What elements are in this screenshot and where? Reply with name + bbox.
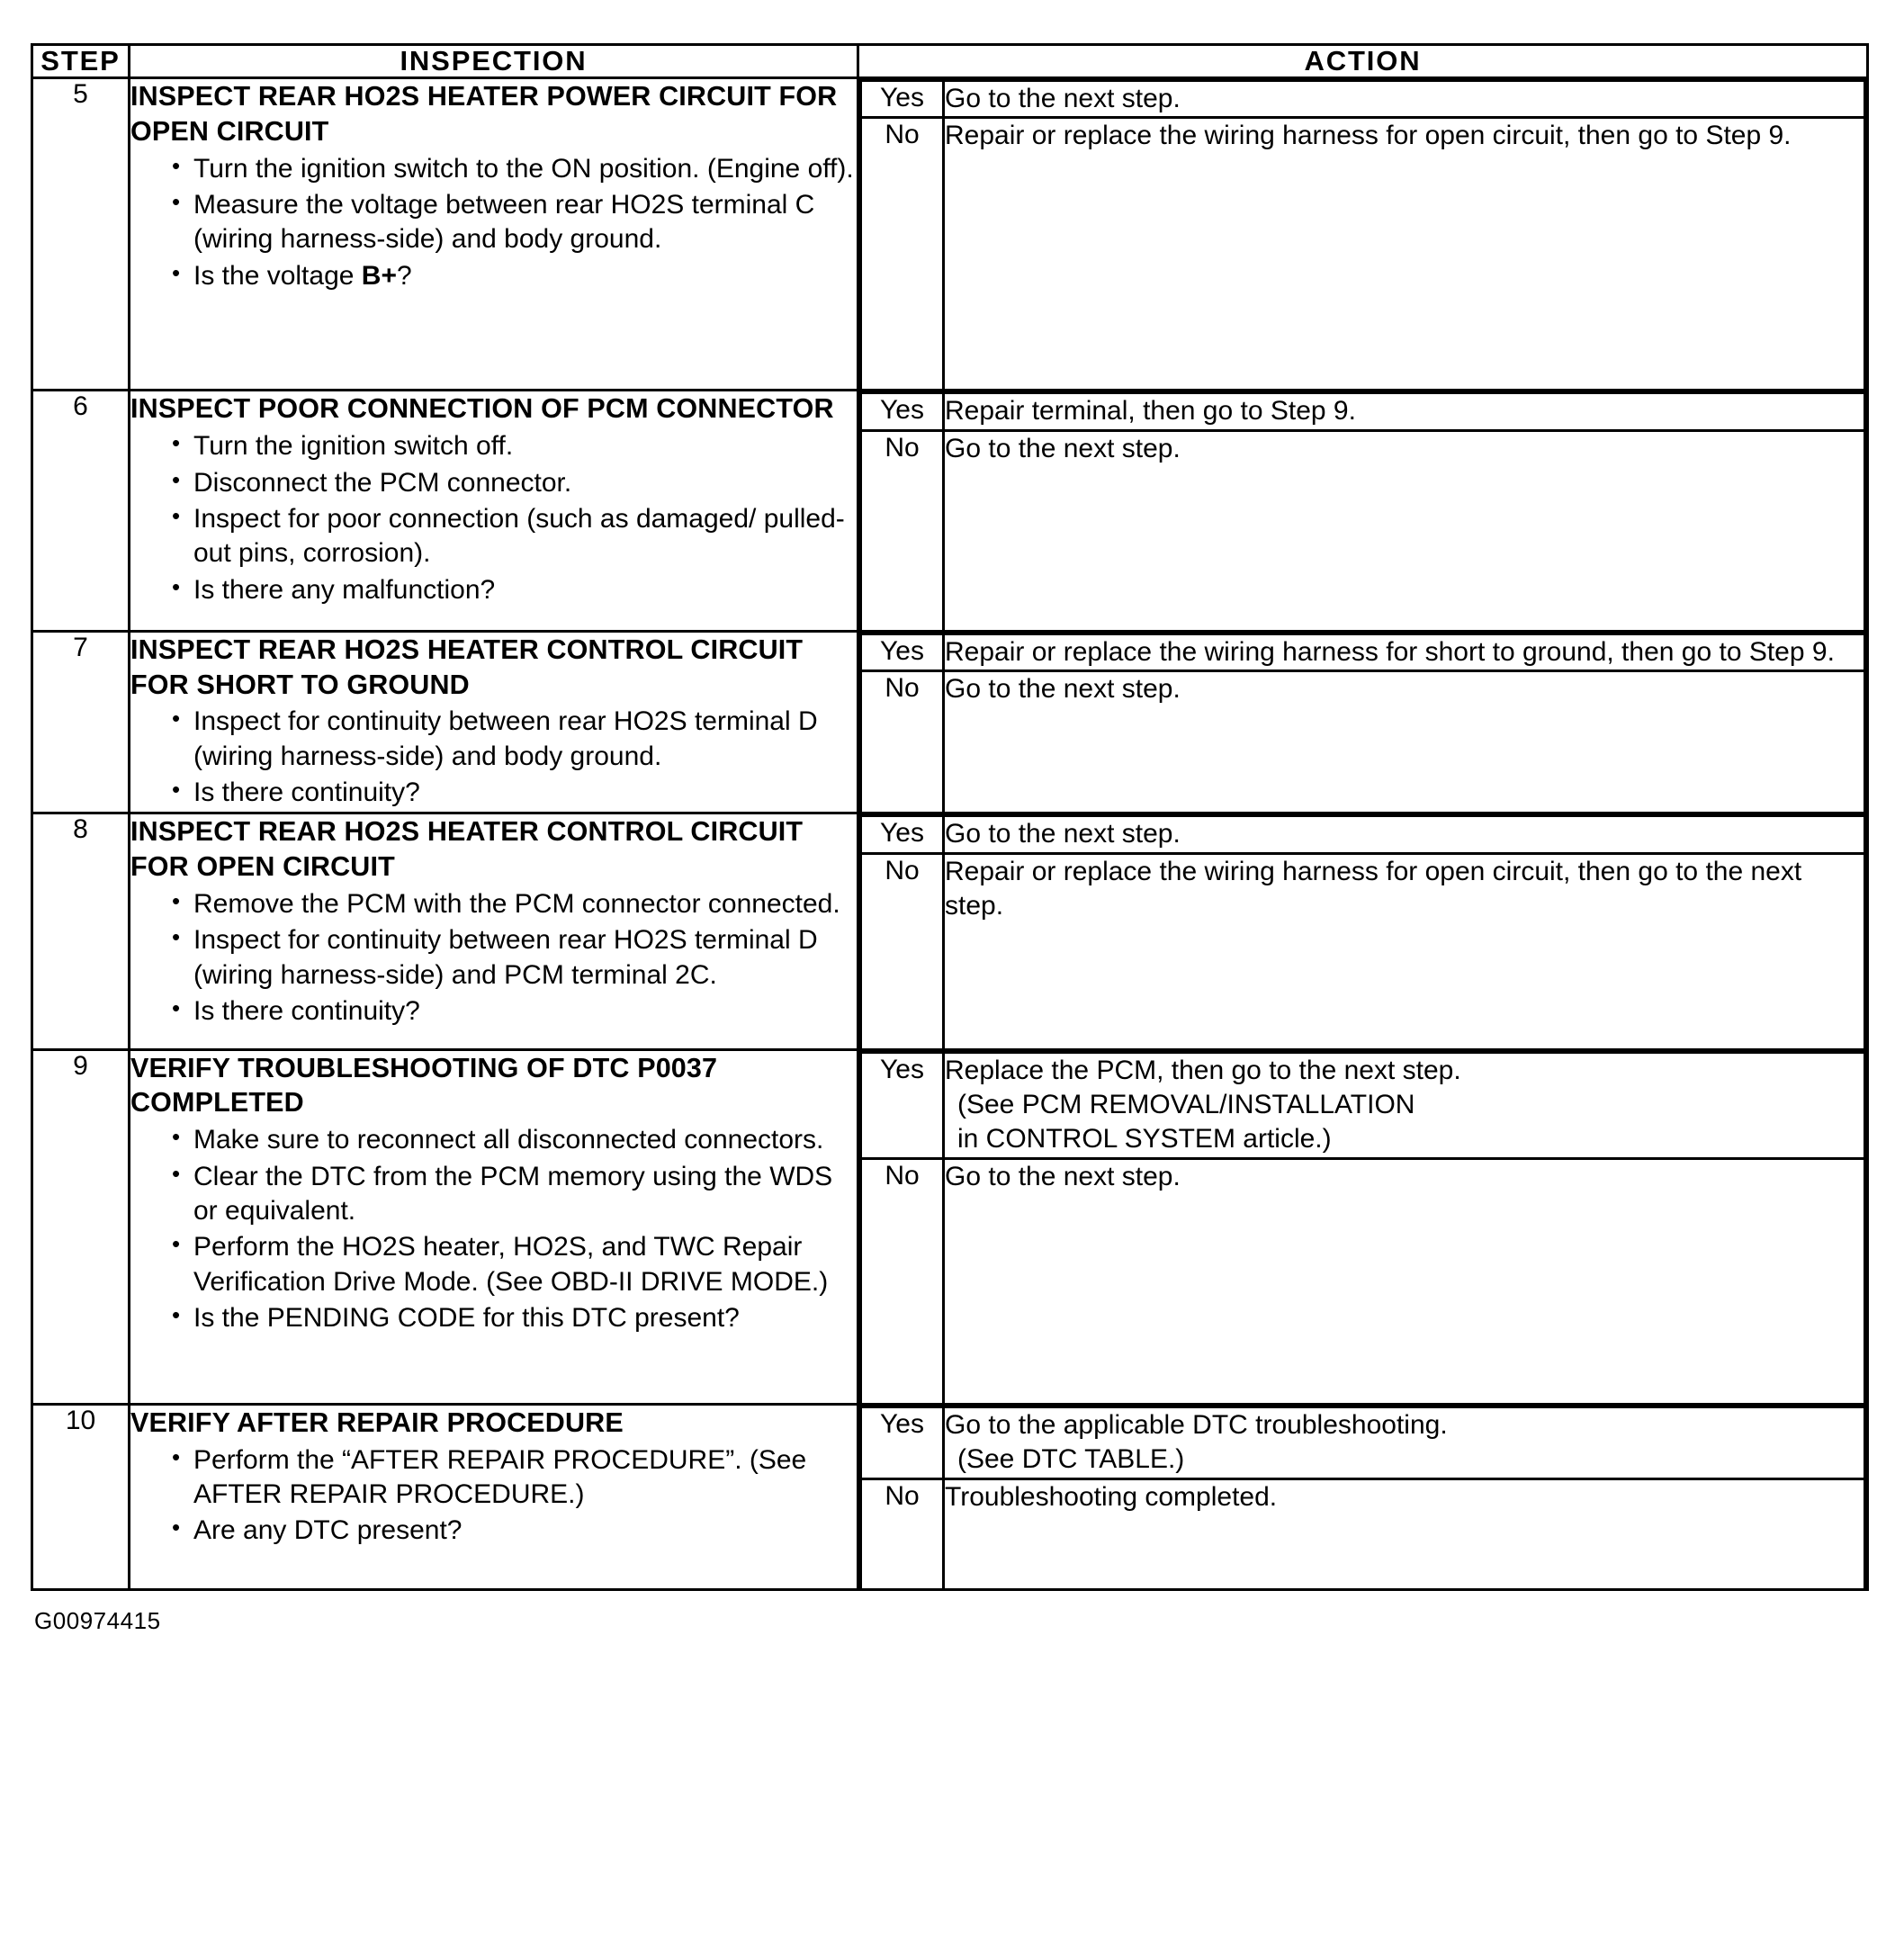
list-item: • Turn the ignition switch to the ON position. (Engine off).: [172, 152, 857, 186]
list-item: • Inspect for poor connection (such as damaged/ pulled-out pins, corrosion).: [172, 502, 857, 571]
action-yes-subtext-2: in CONTROL SYSTEM article.): [957, 1124, 1332, 1155]
inspection-bullets: [130, 1123, 857, 1335]
step-number: 7: [32, 631, 130, 813]
inspection-title: INSPECT REAR HO2S HEATER POWER CIRCUIT FOR OPEN CIRCUIT: [130, 81, 838, 147]
action-yes-text: Repair or replace the wiring harness for short to ground, then go to Step 9.: [944, 634, 1865, 670]
table-row: [32, 78, 1868, 391]
answer-yes-label: Yes: [861, 81, 944, 118]
step-number: 5: [32, 78, 130, 391]
action-cell: [858, 78, 1868, 391]
inspection-title: INSPECT REAR HO2S HEATER CONTROL CIRCUIT FOR SHORT TO GROUND: [130, 634, 804, 700]
action-no-text: Troubleshooting completed.: [944, 1478, 1865, 1588]
answer-yes-label: Yes: [861, 1406, 944, 1478]
inspection-bullets: [130, 429, 857, 607]
action-cell: [858, 1049, 1868, 1404]
action-yes-text: Replace the PCM, then go to the next step.: [945, 1055, 1461, 1085]
answer-no-label: No: [861, 1158, 944, 1403]
step-number: 8: [32, 813, 130, 1049]
action-yes-cell: [944, 1052, 1865, 1158]
list-item: • Disconnect the PCM connector.: [172, 466, 857, 500]
action-no-text: Go to the next step.: [944, 1158, 1865, 1403]
inspection-cell: [130, 631, 858, 813]
action-no-text: Repair or replace the wiring harness for open circuit, then go to the next step.: [944, 853, 1865, 1048]
answer-yes-label: Yes: [861, 634, 944, 670]
troubleshooting-table: [31, 43, 1869, 1591]
step-number: 10: [32, 1404, 130, 1589]
list-item: • Inspect for continuity between rear HO2S terminal D (wiring harness-side) and body ground.: [172, 705, 857, 774]
list-item: • Are any DTC present?: [172, 1514, 857, 1548]
list-item: • Is there any malfunction?: [172, 573, 857, 607]
answer-no-label: No: [861, 118, 944, 390]
list-item: • Make sure to reconnect all disconnected connectors.: [172, 1123, 857, 1157]
action-yes-text: Go to the next step.: [944, 81, 1865, 118]
list-item: • Inspect for continuity between rear HO2S terminal D (wiring harness-side) and PCM terminal 2C.: [172, 923, 857, 993]
table-row: [32, 813, 1868, 1049]
action-yes-cell: [944, 1406, 1865, 1478]
action-cell: [858, 391, 1868, 631]
list-item: • Perform the “AFTER REPAIR PROCEDURE”. (See AFTER REPAIR PROCEDURE.): [172, 1443, 857, 1513]
action-yes-subtext: (See DTC TABLE.): [957, 1444, 1185, 1475]
table-row: [32, 391, 1868, 631]
list-item: • Measure the voltage between rear HO2S terminal C (wiring harness-side) and body ground.: [172, 188, 857, 257]
step-number: 6: [32, 391, 130, 631]
inspection-bullets: [130, 152, 857, 294]
action-yes-text: Go to the applicable DTC troubleshooting.: [945, 1409, 1448, 1440]
step-number: 9: [32, 1049, 130, 1404]
list-item: • Is the PENDING CODE for this DTC present?: [172, 1301, 857, 1335]
inspection-title: VERIFY AFTER REPAIR PROCEDURE: [130, 1406, 624, 1438]
answer-yes-label: Yes: [861, 1052, 944, 1158]
header-step: STEP: [32, 45, 130, 78]
list-item: • Turn the ignition switch off.: [172, 429, 857, 463]
action-yes-subtext: (See PCM REMOVAL/INSTALLATION: [957, 1090, 1415, 1120]
list-item: • Remove the PCM with the PCM connector connected.: [172, 887, 857, 921]
answer-no-label: No: [861, 671, 944, 813]
action-no-text: Repair or replace the wiring harness for open circuit, then go to Step 9.: [944, 118, 1865, 390]
list-item: • Is there continuity?: [172, 776, 857, 810]
inspection-cell: [130, 391, 858, 631]
inspection-title: INSPECT REAR HO2S HEATER CONTROL CIRCUIT FOR OPEN CIRCUIT: [130, 816, 804, 882]
table-row: [32, 1049, 1868, 1404]
answer-yes-label: Yes: [861, 393, 944, 430]
table-row: [32, 1404, 1868, 1589]
inspection-bullets: [130, 1443, 857, 1549]
inspection-cell: [130, 813, 858, 1049]
answer-no-label: No: [861, 1478, 944, 1588]
inspection-bullets: [130, 705, 857, 810]
table-row: [32, 631, 1868, 813]
action-cell: [858, 631, 1868, 813]
action-yes-text: Repair terminal, then go to Step 9.: [944, 393, 1865, 430]
inspection-bullets: [130, 887, 857, 1029]
answer-no-label: No: [861, 853, 944, 1048]
list-item: • Clear the DTC from the PCM memory using the WDS or equivalent.: [172, 1160, 857, 1229]
action-yes-text: Go to the next step.: [944, 816, 1865, 853]
table-header-row: [32, 45, 1868, 78]
header-inspection: INSPECTION: [130, 45, 858, 78]
list-item: • Is the voltage B+?: [172, 259, 857, 293]
inspection-cell: [130, 1404, 858, 1589]
action-no-text: Go to the next step.: [944, 671, 1865, 813]
answer-yes-label: Yes: [861, 816, 944, 853]
inspection-title: INSPECT POOR CONNECTION OF PCM CONNECTOR: [130, 393, 834, 425]
inspection-cell: [130, 78, 858, 391]
inspection-title: VERIFY TROUBLESHOOTING OF DTC P0037 COMPLETED: [130, 1052, 718, 1119]
header-action: ACTION: [858, 45, 1868, 78]
action-no-text: Go to the next step.: [944, 430, 1865, 630]
figure-code: G00974415: [34, 1606, 161, 1634]
answer-no-label: No: [861, 430, 944, 630]
list-item: • Is there continuity?: [172, 994, 857, 1029]
action-cell: [858, 813, 1868, 1049]
inspection-cell: [130, 1049, 858, 1404]
list-item: • Perform the HO2S heater, HO2S, and TWC Repair Verification Drive Mode. (See OBD-II DRIVE MODE.): [172, 1230, 857, 1299]
action-cell: [858, 1404, 1868, 1589]
